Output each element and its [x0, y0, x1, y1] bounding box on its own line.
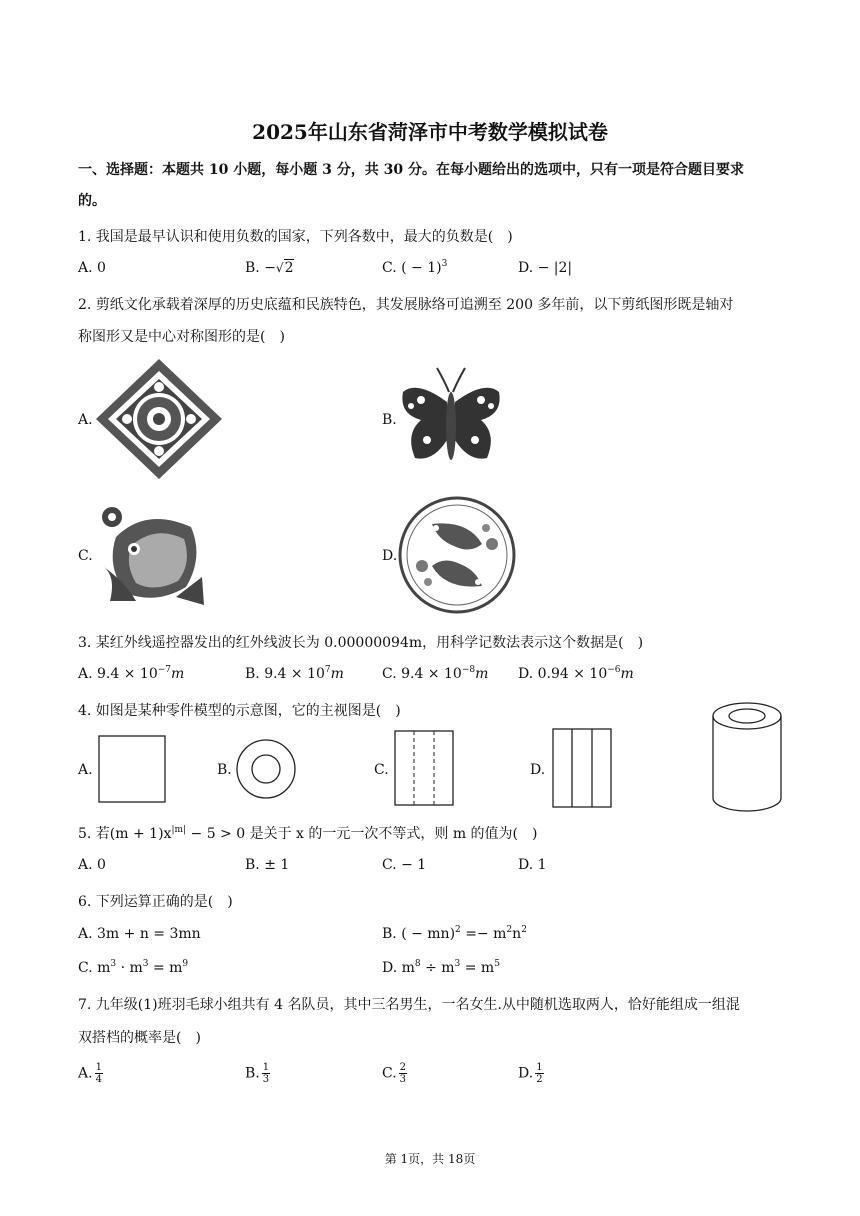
square-view-icon	[97, 734, 167, 804]
q6-option-c: C. $m^3 \cdot m^3 = m^9$	[78, 959, 189, 976]
q3-option-b: B. $9.4 \times 10^7m$	[245, 665, 344, 682]
section-heading-line2: 的。	[78, 193, 106, 209]
section-heading-line1: 一、选择题：本题共 10 小题，每小题 3 分，共 30 分。在每小题给出的选项中，只有一项是符合题目要求	[78, 162, 744, 178]
q5-option-a: A. 0	[78, 857, 106, 873]
q7-option-c: C. $\frac{2}{3}$	[382, 1062, 407, 1085]
q7-option-d: D. $\frac{1}{2}$	[518, 1062, 543, 1085]
q2-option-a-label: A.	[78, 412, 93, 428]
papercut-fish-icon	[96, 497, 210, 611]
q7-stem-line1: 7. 九年级(1)班羽毛球小组共有 4 名队员，其中三名男生，一名女生.从中随机选取两人，恰好能组成一组混	[78, 997, 740, 1013]
q3-stem: 3. 某红外线遥控器发出的红外线波长为 0.00000094m，用科学记数法表示这个数据是( )	[78, 635, 644, 651]
papercut-flower-icon	[94, 357, 224, 481]
q2-option-b-label: B.	[382, 412, 397, 428]
q4-option-d-label: D.	[530, 762, 546, 778]
q5-option-b: B. ± 1	[245, 857, 290, 873]
q7-option-b: B. $\frac{1}{3}$	[245, 1062, 270, 1085]
q2-stem-line1: 2. 剪纸文化承载着深厚的历史底蕴和民族特色，其发展脉络可追溯至 200 多年前，以下剪纸图形既是轴对	[78, 297, 734, 313]
q4-option-a-label: A.	[78, 762, 93, 778]
q3-option-d: D. $0.94 \times 10^{-6}m$	[518, 665, 634, 682]
q6-stem: 6. 下列运算正确的是( )	[78, 894, 233, 910]
q5-option-d: D. 1	[518, 857, 547, 873]
hollow-cylinder-model-icon	[710, 700, 784, 814]
q2-option-d-label: D.	[382, 548, 398, 564]
q6-option-b: B. ( − $mn)^2 =- m^2n^2$	[382, 925, 527, 942]
q2-option-c-label: C.	[78, 548, 93, 564]
q2-stem-line2: 称图形又是中心对称图形的是( )	[78, 329, 285, 345]
q6-option-a: A. 3m + n = 3mn	[78, 926, 201, 942]
page-title: 2025年山东省菏泽市中考数学模拟试卷	[252, 120, 608, 144]
q5-option-c: C. − 1	[382, 857, 427, 873]
q1-option-b: B. −√2	[245, 260, 294, 276]
q5-stem: 5. 若$(m + 1)x^{|m|} - 5 > 0$ 是关于 x 的一元一次不等式，则 m 的值为( )	[78, 825, 538, 842]
q3-option-c: C. $9.4 \times 10^{-8}m$	[382, 665, 489, 682]
ring-view-icon	[235, 738, 297, 800]
page-footer: 第 1页，共 18页	[384, 1152, 476, 1166]
q7-stem-line2: 双搭档的概率是( )	[78, 1030, 201, 1046]
q4-option-c-label: C.	[374, 762, 389, 778]
q7-option-a: A. $\frac{1}{4}$	[78, 1062, 102, 1085]
rectangle-solid-view-icon	[551, 727, 613, 809]
q1-option-a: A. 0	[78, 260, 106, 276]
q1-stem: 1. 我国是最早认识和使用负数的国家，下列各数中，最大的负数是( )	[78, 229, 513, 245]
q4-option-b-label: B.	[217, 762, 232, 778]
papercut-twin-fish-icon	[398, 496, 516, 614]
q1-option-d: D. − |2|	[518, 260, 573, 276]
rectangle-dashed-view-icon	[393, 729, 455, 807]
q3-option-a: A. $9.4 \times 10^{-7}m$	[78, 665, 185, 682]
q6-option-d: D. $m^8 \div m^3 = m^5$	[382, 959, 500, 976]
q1-option-c: C. ( − 1)$^3$	[382, 259, 448, 276]
papercut-butterfly-icon	[397, 362, 505, 472]
q4-stem: 4. 如图是某种零件模型的示意图，它的主视图是( )	[78, 703, 401, 719]
